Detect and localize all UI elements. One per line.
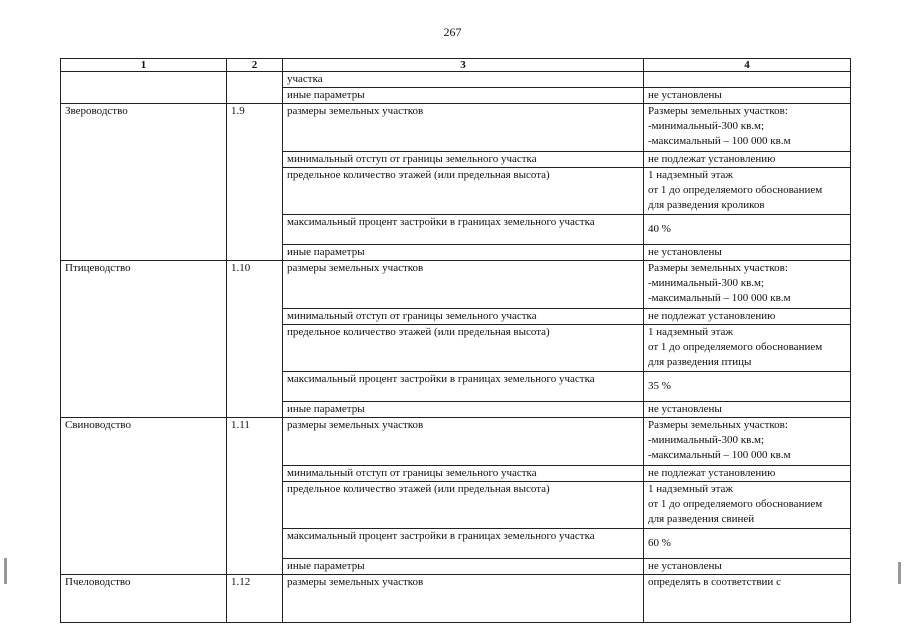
- code-cell: 1.9: [227, 104, 283, 261]
- value-cell: [644, 559, 851, 575]
- parameter-cell: размеры земельных участков: [283, 104, 644, 152]
- left-margin-mark: [4, 558, 7, 584]
- value-cell: [644, 72, 851, 88]
- parameter-cell: иные параметры: [283, 559, 644, 575]
- value-cell: [644, 325, 851, 372]
- value-cell: [644, 372, 851, 402]
- column-header: 3: [283, 59, 644, 72]
- table-row: [61, 72, 851, 88]
- value-line: Размеры земельных участков:: [648, 262, 788, 274]
- value-line: -минимальный-300 кв.м;: [648, 120, 765, 132]
- parameter-cell: максимальный процент застройки в границах земельного участка: [283, 529, 644, 559]
- value-line: 35 %: [648, 380, 671, 392]
- value-line: для разведения птицы: [648, 356, 752, 368]
- right-margin-mark: [898, 562, 901, 584]
- value-cell: [644, 418, 851, 466]
- activity-name-cell: Птицеводство: [61, 261, 227, 418]
- parameter-cell: размеры земельных участков: [283, 418, 644, 466]
- parameter-cell: участка: [283, 72, 644, 88]
- value-line: -максимальный – 100 000 кв.м: [648, 135, 791, 147]
- table-row: [61, 261, 851, 309]
- code-cell: 1.10: [227, 261, 283, 418]
- value-line: не установлены: [648, 246, 722, 258]
- parameter-cell: минимальный отступ от границы земельного участка: [283, 466, 644, 482]
- land-use-table: [60, 58, 851, 623]
- table-row: [61, 418, 851, 466]
- value-line: от 1 до определяемого обоснованием: [648, 498, 823, 510]
- value-line: не установлены: [648, 403, 722, 415]
- value-line: для разведения свиней: [648, 513, 755, 525]
- parameter-cell: предельное количество этажей (или предельная высота): [283, 168, 644, 215]
- activity-name-cell: Пчеловодство: [61, 575, 227, 623]
- activity-name-cell: [61, 72, 227, 104]
- activity-name-cell: Свиноводство: [61, 418, 227, 575]
- code-cell: 1.11: [227, 418, 283, 575]
- value-line: определять в соответствии с: [648, 576, 781, 588]
- value-cell: [644, 529, 851, 559]
- parameter-cell: размеры земельных участков: [283, 261, 644, 309]
- value-cell: [644, 152, 851, 168]
- value-line: 60 %: [648, 537, 671, 549]
- value-line: -минимальный-300 кв.м;: [648, 277, 765, 289]
- value-cell: [644, 309, 851, 325]
- value-line: от 1 до определяемого обоснованием: [648, 184, 823, 196]
- value-cell: [644, 168, 851, 215]
- value-line: 1 надземный этаж: [648, 483, 733, 495]
- column-header: 2: [227, 59, 283, 72]
- value-line: Размеры земельных участков:: [648, 419, 788, 431]
- parameter-cell: иные параметры: [283, 245, 644, 261]
- value-cell: [644, 575, 851, 623]
- column-header: 4: [644, 59, 851, 72]
- code-cell: 1.12: [227, 575, 283, 623]
- table-header-row: [61, 59, 851, 72]
- value-cell: [644, 245, 851, 261]
- parameter-cell: минимальный отступ от границы земельного участка: [283, 309, 644, 325]
- value-line: не подлежат установлению: [648, 153, 776, 165]
- parameter-cell: размеры земельных участков: [283, 575, 644, 623]
- value-cell: [644, 466, 851, 482]
- code-cell: [227, 72, 283, 104]
- value-line: 1 надземный этаж: [648, 169, 733, 181]
- value-line: не подлежат установлению: [648, 467, 776, 479]
- value-line: для разведения кроликов: [648, 199, 765, 211]
- parameter-cell: минимальный отступ от границы земельного участка: [283, 152, 644, 168]
- table-row: [61, 104, 851, 152]
- value-line: от 1 до определяемого обоснованием: [648, 341, 823, 353]
- value-line: не установлены: [648, 560, 722, 572]
- page-number: 267: [443, 25, 462, 39]
- value-line: не подлежат установлению: [648, 310, 776, 322]
- parameter-cell: иные параметры: [283, 88, 644, 104]
- value-line: -максимальный – 100 000 кв.м: [648, 449, 791, 461]
- value-line: -минимальный-300 кв.м;: [648, 434, 765, 446]
- value-cell: [644, 215, 851, 245]
- table-row: [61, 575, 851, 623]
- value-line: 40 %: [648, 223, 671, 235]
- parameter-cell: иные параметры: [283, 402, 644, 418]
- parameter-cell: максимальный процент застройки в границах земельного участка: [283, 215, 644, 245]
- value-cell: [644, 104, 851, 152]
- value-cell: [644, 261, 851, 309]
- value-cell: [644, 482, 851, 529]
- column-header: 1: [61, 59, 227, 72]
- value-cell: [644, 402, 851, 418]
- parameter-cell: предельное количество этажей (или предельная высота): [283, 482, 644, 529]
- value-line: 1 надземный этаж: [648, 326, 733, 338]
- value-line: Размеры земельных участков:: [648, 105, 788, 117]
- activity-name-cell: Звероводство: [61, 104, 227, 261]
- value-cell: не установлены: [644, 88, 851, 104]
- parameter-cell: предельное количество этажей (или предельная высота): [283, 325, 644, 372]
- parameter-cell: максимальный процент застройки в границах земельного участка: [283, 372, 644, 402]
- value-line: -максимальный – 100 000 кв.м: [648, 292, 791, 304]
